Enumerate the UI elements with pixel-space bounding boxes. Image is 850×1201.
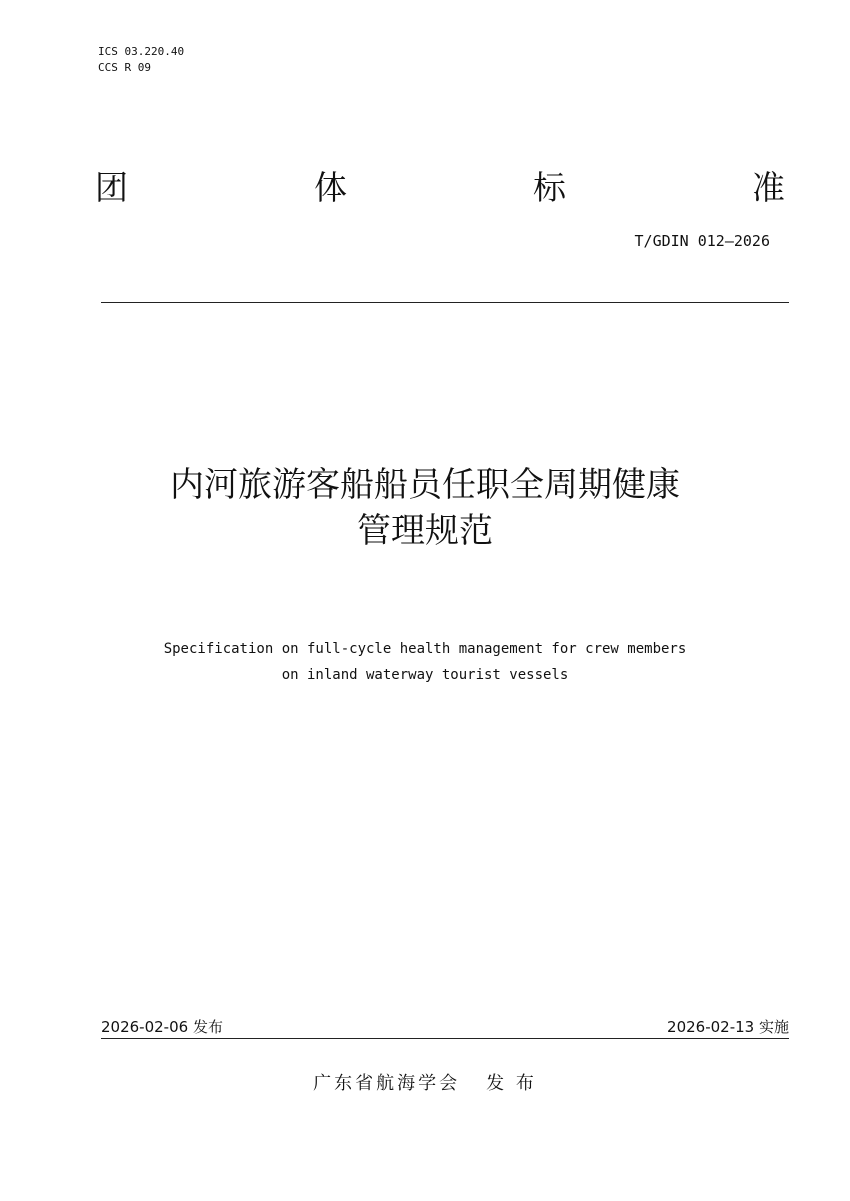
bottom-divider bbox=[101, 1038, 789, 1039]
chinese-title-line-2: 管理规范 bbox=[357, 511, 493, 551]
ccs-code: CCS R 09 bbox=[98, 61, 151, 74]
standard-number: T/GDIN 012—2026 bbox=[634, 232, 770, 250]
english-title-line-2: on inland waterway tourist vessels bbox=[281, 667, 569, 683]
chinese-title-line-1: 内河旅游客船船员任职全周期健康 bbox=[170, 465, 680, 505]
implementation-date: 2026-02-13 实施 bbox=[667, 1018, 789, 1036]
standard-type-char-2: 体 bbox=[314, 167, 347, 207]
english-title bbox=[0, 636, 850, 688]
english-title-line-1: Specification on full-cycle health management for crew members bbox=[163, 641, 687, 657]
publisher-action: 发 布 bbox=[486, 1073, 537, 1094]
classification-codes bbox=[98, 44, 184, 76]
chinese-title bbox=[0, 462, 850, 554]
publisher-name: 广东省航海学会 bbox=[313, 1073, 461, 1094]
publisher-line bbox=[0, 1069, 850, 1095]
issue-date: 2026-02-06 发布 bbox=[101, 1018, 223, 1036]
standard-type-heading bbox=[95, 160, 785, 210]
standard-type-char-1: 团 bbox=[95, 167, 128, 207]
standard-type-char-4: 准 bbox=[752, 167, 785, 207]
ics-code: ICS 03.220.40 bbox=[98, 45, 185, 58]
standard-type-char-3: 标 bbox=[533, 167, 566, 207]
top-divider bbox=[101, 302, 789, 303]
